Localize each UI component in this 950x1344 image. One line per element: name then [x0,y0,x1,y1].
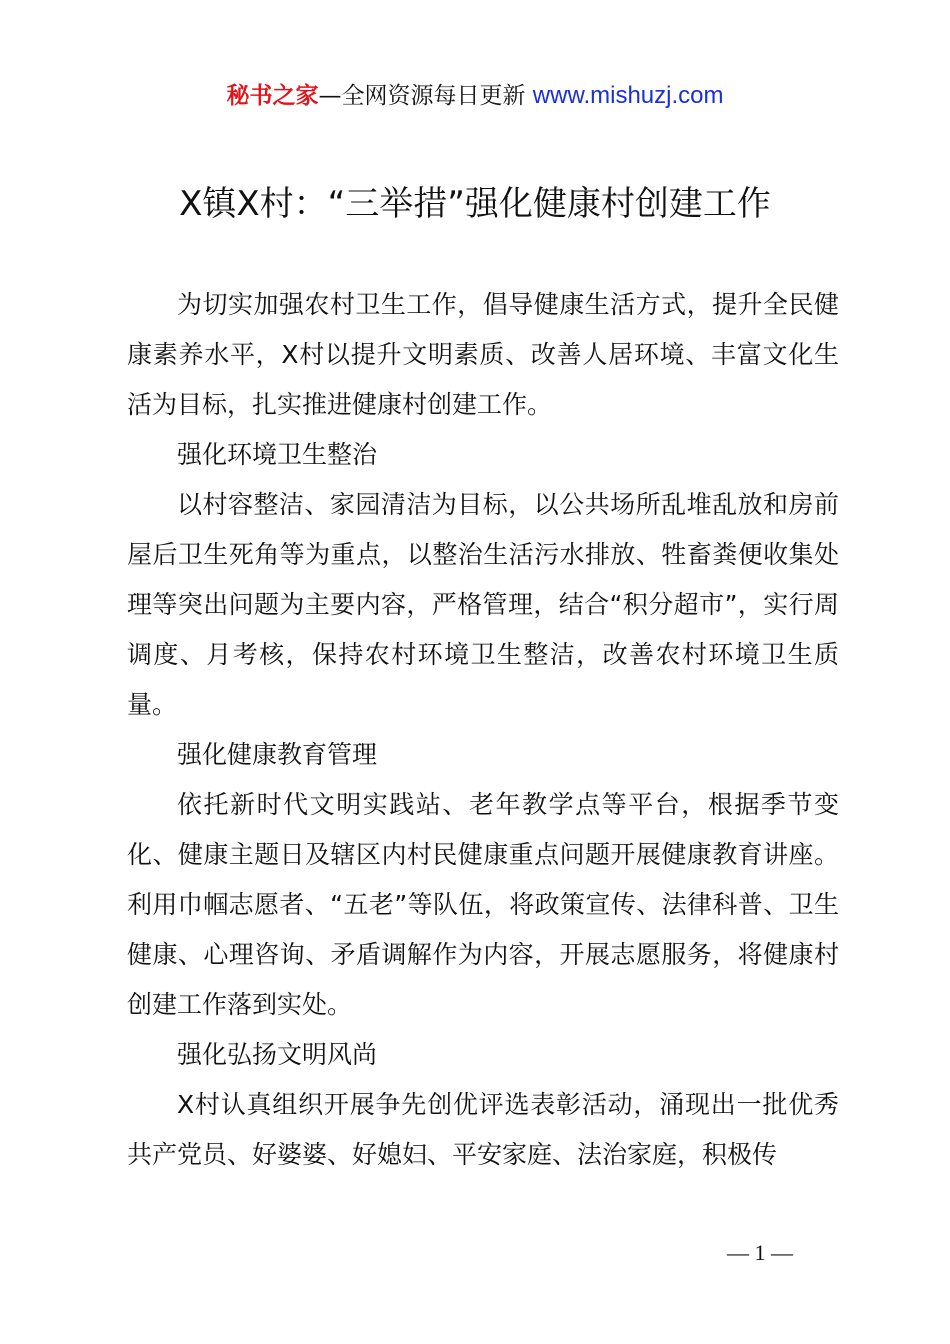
section-heading-education: 强化健康教育管理 [177,740,378,769]
section-heading-civilization: 强化弘扬文明风尚 [177,1040,378,1069]
document-title: X镇X村：“三举措”强化健康村创建工作 [179,184,771,224]
section-body-civilization: X村认真组织开展争先创优评选表彰活动，涌现出一批优秀共产党员、好婆婆、好媳妇、平安家庭、法治家庭，积极传 [127,1090,839,1169]
section-body-environment: 以村容整洁、家园清洁为目标，以公共场所乱堆乱放和房前屋后卫生死角等为重点，以整治生活污水排放、牲畜粪便收集处理等突出问题为主要内容，严格管理，结合“积分超市”，实行周调度、月考核，保持农村环境卫生整洁，改善农村环境卫生质量。 [127,490,839,719]
document-body [127,280,839,1180]
brand-name: 秘书之家 [226,83,319,109]
site-url-link[interactable]: www.mishuzj.com [532,82,724,109]
site-header [0,80,950,112]
intro-paragraph: 为切实加强农村卫生工作，倡导健康生活方式，提升全民健康素养水平，X村以提升文明素质、改善人居环境、丰富文化生活为目标，扎实推进健康村创建工作。 [127,290,839,419]
section-heading-environment: 强化环境卫生整治 [177,440,378,469]
header-tagline: —全网资源每日更新 [318,83,533,109]
page-number: — 1 — [727,1240,793,1265]
section-body-education: 依托新时代文明实践站、老年教学点等平台，根据季节变化、健康主题日及辖区内村民健康重点问题开展健康教育讲座。利用巾帼志愿者、“五老”等队伍，将政策宣传、法律科普、卫生健康、心理咨询、矛盾调解作为内容，开展志愿服务，将健康村创建工作落到实处。 [127,790,839,1019]
